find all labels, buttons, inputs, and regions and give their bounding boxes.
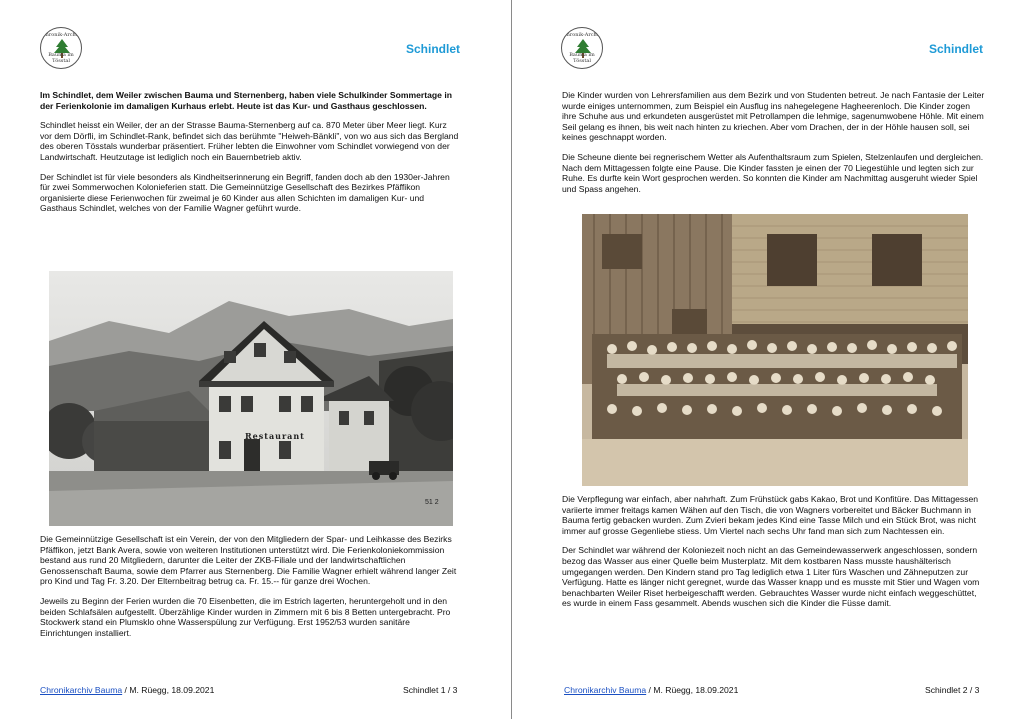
- text-column-top: [562, 90, 986, 203]
- logo-top-text: Chronik-Archiv: [562, 32, 602, 38]
- footer-author-date: / M. Rüegg, 18.09.2021: [646, 685, 739, 695]
- photo-plate-number: 51 2: [425, 499, 439, 506]
- page-footer: [40, 685, 214, 695]
- text-column-top: [40, 90, 460, 223]
- kurhaus-photo: [49, 271, 453, 526]
- paragraph: Die Scheune diente bei regnerischem Wetter als Aufenthaltsraum zum Spielen, Stelzenlaufen und dergleichen. Nach dem Mittagessen folgte eine Pause. Die Kinder fassten je einen der 70 Liegestühle und legten sich zur Ruhe. Es durfte kein Wort gesprochen werden. So konnten die Kinder am Nachmittag ausgeruht wieder Spiel und Spass angehen.: [562, 151, 984, 194]
- page-number: Schindlet 2 / 3: [925, 685, 980, 695]
- text-column-bottom: [40, 534, 460, 647]
- page-header-title: Schindlet: [929, 42, 984, 56]
- paragraph: Die Kinder wurden von Lehrersfamilien aus dem Bezirk und von Studenten betreut. Je nach Fantasie der Leiter wurde einiges unternommen, zum Beispiel ein Ausflug ins nahegelegene Hagheerenloch. Die Kinder zogen ihre Schuhe aus und erkundeten ausgerüstet mit Petrollampen die lehmige, sagenumwobene Höhle. Mit einem Seil gelang es ihnen, bis weit nach hinten zu kriechen. Aber vom Drachen, der in der Höhle hausen soll, sei keines geschnappt worden.: [562, 90, 985, 143]
- children-group-photo: [582, 214, 968, 486]
- chronik-archiv-logo: [40, 27, 82, 69]
- page-divider: [511, 0, 512, 719]
- footer-author-date: / M. Rüegg, 18.09.2021: [122, 685, 215, 695]
- chronikarchiv-link[interactable]: Chronikarchiv Bauma: [564, 685, 647, 695]
- paragraph: Der Schindlet war während der Koloniezeit noch nicht an das Gemeindewasserwerk angeschlossen, sondern bezog das Wasser aus einer Quelle beim Musterplatz. Mit dem kostbaren Nass musste haushälterisch umgegangen werden. Den Kindern stand pro Tag lediglich etwa 1 Liter fürs Waschen und Zähneputzen zur Verfügung. Hatte es länger nicht geregnet, wurde das Wasser knapp und es musste mit Stier und Wagen vom benachbarten Weiler Riset herbeigeschafft werden. Gebrauchtes Wasser wurde nicht einfach weggeschüttet, es wurde in einem Fass gesammelt. Abends wuschen sich die Kinder die Füsse damit.: [562, 545, 980, 609]
- document-page-2: [513, 0, 1024, 719]
- photo-restaurant-sign: Restaurant: [245, 431, 305, 441]
- lead-paragraph: Im Schindlet, dem Weiler zwischen Bauma und Sternenberg, haben viele Schulkinder Sommertage in der Ferienkolonie im damaligen Kurhaus erlebt. Heute ist das Kur- und Gasthaus geschlossen.: [40, 90, 452, 111]
- text-column-bottom: [562, 494, 986, 618]
- chronikarchiv-link[interactable]: Chronikarchiv Bauma: [40, 685, 123, 695]
- page-footer: [564, 685, 738, 695]
- paragraph: Jeweils zu Beginn der Ferien wurden die 70 Eisenbetten, die im Estrich lagerten, heruntergeholt und in den beiden Schlafsälen aufgestellt. Überzählige Kinder wurden in Zimmern mit 6 bis 8 Betten untergebracht. Pro Stockwerk stand ein Plumsklo ohne Wasserspülung zur Verfügung. Erst 1952/53 wurden sanitäre Einrichtungen installiert.: [40, 595, 451, 638]
- paragraph: Schindlet heisst ein Weiler, der an der Strasse Bauma-Sternenberg auf ca. 870 Meter über Meer liegt. Kurz vor dem Dörfli, im Schindlet-Rank, befindet sich das berühmte "Heiweh-Bänkli", von wo aus sich das Bergland des oberen Tösstals wunderbar präsentiert. Früher lebten die Einwohner vom Schindlet vorwiegend von der Landwirtschaft. Heutzutage ist lediglich noch ein Bauernbetrieb aktiv.: [40, 120, 459, 162]
- page-header-title: Schindlet: [406, 42, 461, 56]
- logo-top-text: Chronik-Archiv: [41, 32, 81, 38]
- logo-bottom-text: Bauma im Tösstal: [569, 52, 595, 64]
- paragraph: Der Schindlet ist für viele besonders als Kindheitserinnerung ein Begriff, fanden doch ab den 1930er-Jahren für zwei Sommerwochen Kolonieferien statt. Die Gemeinnützige Gesellschaft des Bezirkes Pfäffikon organisierte diese Ferienwochen für zweimal je 60 Kinder aus allen Schichten im damaligen Kur- und Gasthaus Schindlet, welches von der Familie Wagner geführt wurde.: [40, 171, 450, 214]
- chronik-archiv-logo: [561, 27, 603, 69]
- document-page-1: [0, 0, 511, 719]
- paragraph: Die Gemeinnützige Gesellschaft ist ein Verein, der von den Mitgliedern der Spar- und Leihkasse des Bezirks Pfäffikon, jetzt Bank Avera, sowie von weiteren Institutionen unterstützt wird. Die Ferienkoloniekommission bestand aus rund 20 Mitgliedern, darunter die Leiter der ZKB-Filiale und der landwirtschaftlichen Genossenschaft Bauma, sowie dem Pfarrer aus Sternenberg. Die Familie Wagner erhielt während langer Zeit pro Kind und Tag Fr. 3.20. Der Elternbeitrag betrug ca. Fr. 15.-- für ganze drei Wochen.: [40, 534, 457, 587]
- paragraph: Die Verpflegung war einfach, aber nahrhaft. Zum Frühstück gabs Kakao, Brot und Konfitüre. Das Mittagessen variierte immer freitags kamen Wähen auf den Tisch, die von Wagners vorbereitet und Bäcker Buchmann in Bauma fertig gebacken wurden. Zum Zvieri bekam jedes Kind eine Tasse Milch und ein Stück Brot, was nicht immer auf grosse Gegenliebe stiess. Um Viertel nach sechs Uhr fand man sich zum Nachtessen ein.: [562, 494, 979, 536]
- logo-bottom-text: Bauma im Tösstal: [48, 52, 74, 64]
- page-number: Schindlet 1 / 3: [403, 685, 458, 695]
